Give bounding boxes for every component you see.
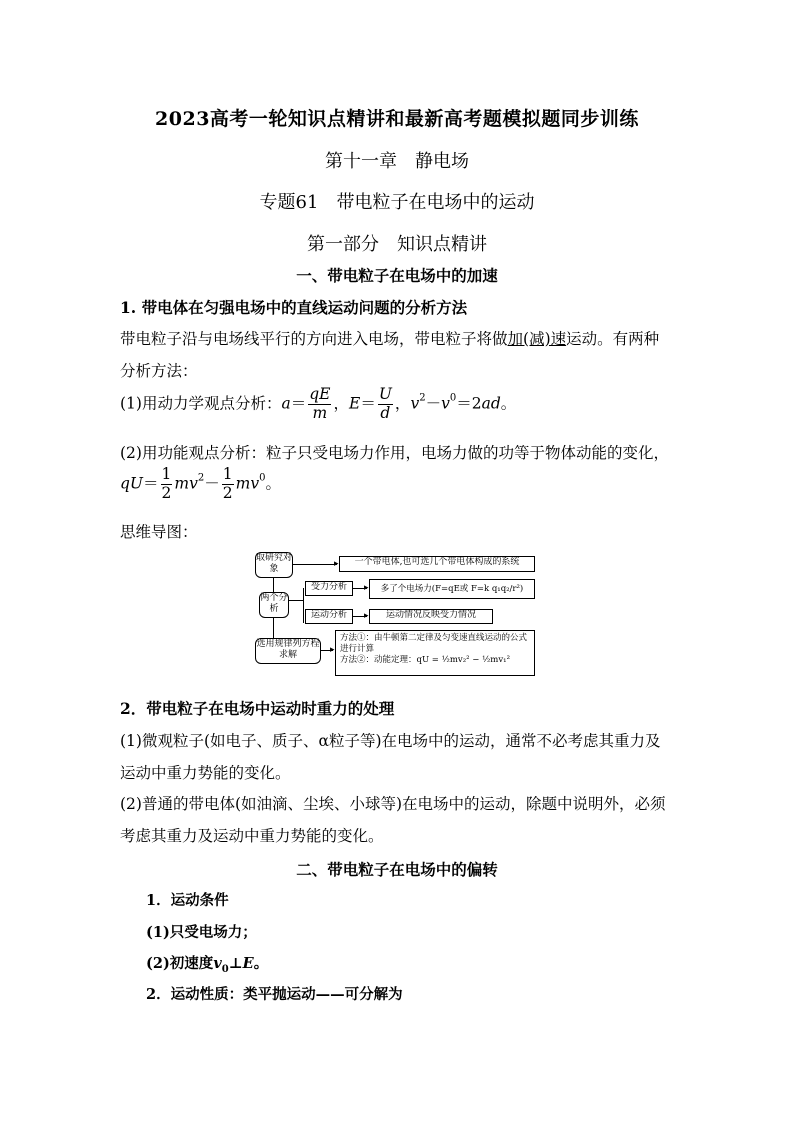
- fraction-u-d: $\frac{U}{d}$: [378, 385, 392, 422]
- mindmap-methods: [335, 630, 535, 676]
- section1-heading: 一、带电粒子在电场中的加速: [296, 266, 498, 285]
- intro-text-underlined: 加(减)速: [507, 330, 567, 348]
- mindmap-method2: 方法②：动能定理：qU = ½mv₂² − ½mv₁²: [340, 655, 510, 665]
- gravity1-line2: 运动中重力势能的变化。: [120, 764, 291, 782]
- mindmap-node-force: 受力分析: [305, 581, 353, 596]
- section2-cond1: (1)只受电场力；: [146, 924, 257, 941]
- arrow-icon: ▸: [334, 559, 339, 569]
- method2-formula: qU＝ $\frac{1}{2}$ $mv^2-$ $\frac{1}{2}$ $mv^0$。: [120, 465, 281, 502]
- mindmap-node-object-desc: 一个带电体,也可选几个带电体构成的系统: [339, 556, 535, 572]
- intro-line1: [120, 327, 659, 349]
- document-title: 2023高考一轮知识点精讲和最新高考题模拟题同步训练: [155, 108, 639, 130]
- part-title: 第一部分 知识点精讲: [307, 234, 487, 255]
- item2-title: 2．带电粒子在电场中运动时重力的处理: [120, 699, 395, 718]
- mindmap-node-force-desc: 多了个电场力(F=qE或 F=k q₁q₂/r²): [369, 579, 535, 599]
- mindmap-connector: [273, 618, 274, 638]
- mindmap-connector: [303, 588, 304, 623]
- intro-line2: 分析方法：: [120, 362, 198, 380]
- intro-text-b: 运动。有两种: [566, 330, 660, 348]
- arrow-icon: ▸: [364, 611, 369, 621]
- arrow-icon: ▸: [330, 645, 335, 655]
- method1-line: (1)用动力学观点分析：a＝ $\frac{qE}{m}$ ，E＝ $\frac{U}{d}$ ，$v^2-v^0=2ad$。: [120, 385, 517, 422]
- method2-line1: (2)用功能观点分析：粒子只受电场力作用，电场力做的功等于物体动能的变化，: [120, 444, 669, 462]
- section2-item1: 1．运动条件: [146, 892, 229, 909]
- mindmap-node-motion-desc: 运动情况反映受力情况: [369, 609, 493, 624]
- fraction-half-a: $\frac{1}{2}$: [161, 465, 172, 502]
- mindmap-connector: [293, 564, 337, 565]
- mindmap-node-motion: 运动分析: [305, 609, 353, 624]
- mindmap-diagram: [255, 550, 537, 680]
- mindmap-node-object: 取研究对象: [255, 552, 293, 578]
- cond2-prefix: (2)初速度: [146, 955, 214, 972]
- section2-heading: 二、带电粒子在电场中的偏转: [296, 860, 498, 879]
- mindmap-node-two: 两个分析: [259, 592, 289, 618]
- intro-text-a: 带电粒子沿与电场线平行的方向进入电场，带电粒子将做: [120, 330, 508, 348]
- chapter-title: 第十一章 静电场: [325, 151, 469, 172]
- gravity1-line1: (1)微观粒子(如电子、质子、α粒子等)在电场中的运动，通常不必考虑其重力及: [120, 732, 661, 750]
- arrow-icon: ▸: [364, 583, 369, 593]
- mindmap-connector: [273, 578, 274, 592]
- fraction-half-b: $\frac{1}{2}$: [222, 465, 233, 502]
- mindmap-connector: [289, 600, 303, 601]
- fraction-qe-m: $\frac{qE}{m}$: [309, 385, 331, 422]
- mindmap-label: 思维导图：: [120, 523, 198, 541]
- gravity2-line1: (2)普通的带电体(如油滴、尘埃、小球等)在电场中的运动，除题中说明外，必须: [120, 795, 666, 813]
- mindmap-method1: 方法①：由牛顿第二定律及匀变速直线运动的公式进行计算: [340, 633, 528, 654]
- mindmap-node-law: 选用规律列方程求解: [255, 638, 321, 664]
- topic-title: 专题61 带电粒子在电场中的运动: [259, 192, 535, 213]
- section2-item2: 2．运动性质：类平抛运动——可分解为: [146, 986, 403, 1003]
- section2-cond2: (2)初速度$v_0\perp E$。: [146, 955, 269, 975]
- item1-title: 1. 带电体在匀强电场中的直线运动问题的分析方法: [120, 298, 468, 317]
- gravity2-line2: 考虑其重力及运动中重力势能的变化。: [120, 827, 384, 845]
- method1-prefix: (1)用动力学观点分析：: [120, 394, 282, 413]
